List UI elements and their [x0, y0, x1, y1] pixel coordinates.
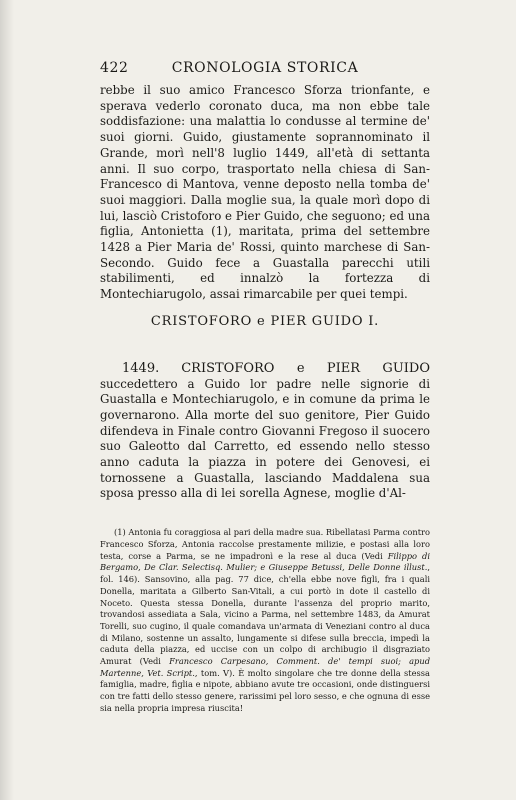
footnote-text-1: (1) Antonia fu coraggiosa al pari della madre sua. Ribellatasi Parma contro Francesco Sforza, Antonia raccolse prestamente milizie, e postasi alla loro testa, corse a Parma, se ne impadronì e la rese al duca (Vedi	[100, 527, 430, 561]
footnote-text-2: , fol. 146). Sansovino, alla pag. 77 dice, ch'ella ebbe nove figli, fra i quali Donella, maritata a Gilberto San-Vitali, a cui portò in dote il castello di Noceto. Questa stessa Donella, durante l'assenza del proprio marito, trovandosi assediata a Sala, vicino a Parma, nel settembre 1483, da Amurat Torelli, suo cugino, il quale comandava un'armata di Veneziani contro al duca di Milano, sostenne un assalto, lungamente si difese sulla breccia, impedì la caduta della piazza, ed uccise con un colpo di archibugio il disgraziato Amurat (Vedi	[100, 562, 430, 667]
entry-names: CRISTOFORO e PIER GUIDO	[181, 360, 430, 376]
footnote	[100, 527, 430, 714]
main-text	[100, 83, 430, 303]
entry-year: 1449.	[122, 360, 160, 376]
footnote-citation-1: Filippo di Bergamo, De Clar. Selectisq. Mulier; e Giuseppe Betussi, Delle Donne illust.	[100, 550, 431, 573]
page-header	[100, 60, 430, 80]
footnote-text-3: , tom. V). È molto singolare che tre donne della stessa famiglia, madre, figlia e nipote, abbiano avute tre occasioni, onde distinguersi con tre fatti dello stesso genere, rarissimi pel loro sesso, e che ognuna di esse sia nella propria impresa riuscita!	[100, 667, 430, 713]
page-number: 422	[100, 60, 129, 76]
footnote-citation-2: Francesco Carpesano, Comment. de' tempi suoi; apud Martenne, Vet. Script.	[100, 656, 430, 678]
paragraph-guido-death: rebbe il suo amico Francesco Sforza trionfante, e sperava vederlo coronato duca, ma non ebbe tale soddisfazione: una malattia lo condusse al termine de' suoi giorni. Guido, giustamente soprannominato il Grande, morì nell'8 luglio 1449, all'età di settanta anni. Il suo corpo, trasportato nella chiesa di San-Francesco di Mantova, venne deposto nella tomba de' suoi maggiori. Dalla moglie sua, la quale morì dopo di lui, lasciò Cristoforo e Pier Guido, che seguono; ed una figlia, Antonietta (1), maritata, prima del settembre 1428 a Pier Maria de' Rossi, quinto marchese di San-Secondo. Guido fece a Guastalla parecchi utili stabilimenti, ed innalzò la fortezza di Montechiarugolo, assai rimarcabile per quei tempi.	[100, 83, 430, 302]
page-gutter-shadow	[0, 0, 14, 800]
entry-text: succedettero a Guido lor padre nelle signorie di Guastalla e Montechiarugolo, e in comune da prima le governarono. Alla morte del suo genitore, Pier Guido difendeva in Finale contro Giovanni Fregoso il suocero suo Galeotto dal Carretto, ed essendo nello stesso anno caduta la piazza in potere dei Genovesi, ei tornossene a Guastalla, lasciando Maddalena sua sposa presso alla di lei sorella Agnese, moglie d'Al-	[100, 376, 430, 501]
footnote-separator	[100, 480, 430, 481]
running-title: CRONOLOGIA STORICA	[171, 60, 359, 76]
section-heading: CRISTOFORO e PIER GUIDO I.	[150, 314, 380, 329]
